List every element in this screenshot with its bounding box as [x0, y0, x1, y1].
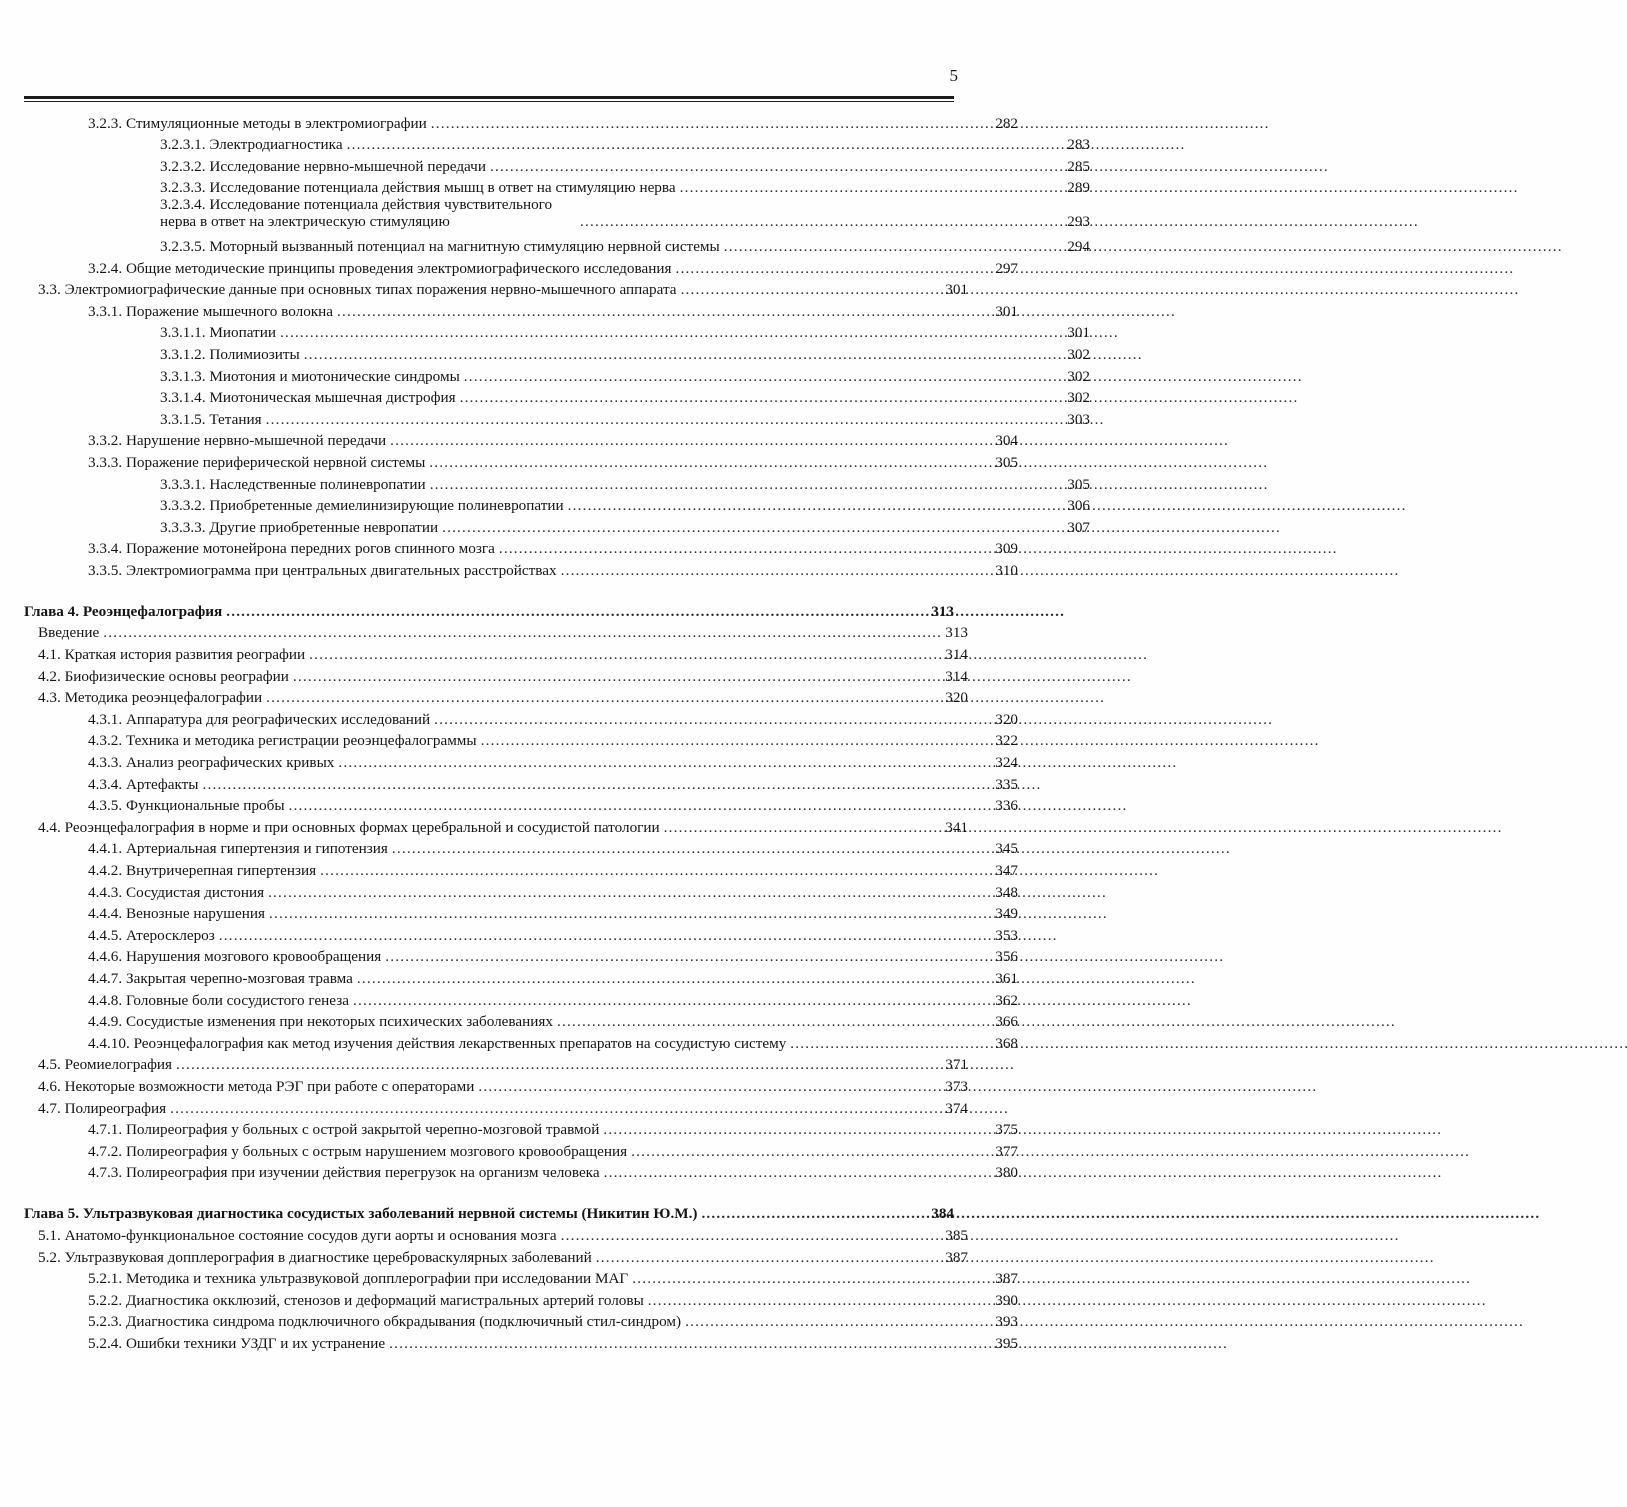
- dot-leader: [557, 1013, 991, 1030]
- toc-entry-title: 4.7. Полиреография: [38, 1099, 167, 1117]
- dot-leader: [675, 260, 991, 277]
- toc-entry-title: 5.2. Ультразвуковая допплерография в диагностике цереброваскулярных заболеваний: [38, 1248, 592, 1266]
- toc-entry-title: Глава 5. Ультразвуковая диагностика сосудистых заболеваний нервной системы (Никитин Ю.М.): [24, 1205, 698, 1223]
- toc-entry-title: 3.2.3.2. Исследование нервно-мышечной передачи: [160, 157, 486, 175]
- toc-entry-title: 4.3.5. Функциональные пробы: [88, 797, 285, 815]
- dot-leader: [664, 819, 942, 836]
- toc-entry-page: 353: [995, 926, 1018, 944]
- header-rule-thin: [24, 101, 954, 102]
- toc-entry-page: 371: [945, 1056, 968, 1074]
- toc-entry-title: 4.1. Краткая история развития реографии: [38, 646, 306, 664]
- toc-entry[interactable]: [24, 706, 1018, 728]
- toc-entry-title: 4.3. Методика реоэнцефалографии: [38, 689, 263, 707]
- dot-leader: [580, 213, 1063, 230]
- toc-entry-title: 3.3.5. Электромиограмма при центральных двигательных расстройствах: [88, 561, 557, 579]
- dot-leader: [357, 970, 991, 987]
- toc-entry-title: 3.3.3.3. Другие приобретенные невропатии: [160, 518, 439, 536]
- dot-leader: [434, 711, 991, 728]
- toc-entry[interactable]: [24, 196, 1090, 233]
- toc-entry-page: 314: [945, 646, 968, 664]
- toc-entry[interactable]: [24, 449, 1018, 471]
- toc-entry[interactable]: [24, 110, 1018, 132]
- dot-leader: [170, 1100, 941, 1117]
- dot-leader: [338, 754, 991, 771]
- toc-entry-page: 349: [995, 905, 1018, 923]
- toc-entry-page: 347: [995, 862, 1018, 879]
- toc-entry-title: 4.4.7. Закрытая черепно-мозговая травма: [88, 969, 353, 987]
- toc-entry[interactable]: [24, 320, 1090, 342]
- toc-entry[interactable]: [24, 536, 1018, 558]
- toc-entry[interactable]: [24, 514, 1090, 536]
- toc-entry-page: 283: [1067, 136, 1090, 154]
- toc-entry-page: 387: [995, 1270, 1018, 1288]
- toc-entry-title: 4.4. Реоэнцефалография в норме и при основных формах церебральной и сосудистой патологии: [38, 818, 660, 836]
- toc-entry-title: 4.4.3. Сосудистая дистония: [88, 883, 265, 901]
- header-rule: [24, 96, 954, 99]
- toc-entry-title: 4.3.4. Артефакты: [88, 775, 199, 793]
- toc-entry-page: 320: [995, 710, 1018, 728]
- dot-leader: [499, 540, 991, 557]
- dot-leader: [392, 840, 991, 857]
- dot-leader: [390, 432, 991, 449]
- toc-entry[interactable]: [24, 233, 1090, 255]
- toc-entry-page: 302: [1067, 367, 1090, 385]
- toc-entry-page: 305: [1067, 475, 1090, 493]
- dot-leader: [293, 668, 941, 685]
- toc-entry-page: 313: [945, 624, 968, 642]
- dot-leader: [681, 281, 942, 298]
- toc-entry-page: 390: [995, 1291, 1018, 1309]
- dot-leader: [304, 346, 1063, 363]
- dot-leader: [790, 1035, 991, 1052]
- toc-entry-page: 313: [931, 602, 954, 620]
- toc-entry-page: 301: [995, 302, 1018, 320]
- toc-chapter[interactable]: [24, 598, 954, 620]
- dot-leader: [603, 1121, 991, 1138]
- toc-entry-title: 4.3.2. Техника и методика регистрации реоэнцефалограммы: [88, 732, 477, 750]
- toc-entry-page: 301: [945, 281, 968, 299]
- dot-leader: [176, 1056, 941, 1073]
- page-number: 5: [949, 66, 958, 85]
- toc-entry[interactable]: [24, 132, 1090, 154]
- toc-entry-page: 380: [995, 1164, 1018, 1182]
- dot-leader: [604, 1164, 992, 1181]
- toc-entry-page: 302: [1067, 389, 1090, 407]
- toc-entry-title: 3.3. Электромиографические данные при основных типах поражения нервно-мышечного аппарата: [38, 281, 677, 299]
- toc-entry-title: 3.2.4. Общие методические принципы проведения электромиографического исследования: [88, 259, 672, 277]
- toc-entry[interactable]: [24, 557, 1018, 579]
- toc-entry-page: 303: [1067, 410, 1090, 428]
- toc-entry-title: 3.2.3.5. Моторный вызванный потенциал на магнитную стимуляцию нервной системы: [160, 237, 720, 255]
- toc-entry[interactable]: [24, 1287, 1018, 1309]
- toc-entry[interactable]: [24, 987, 1018, 1009]
- toc-entry-title: 4.4.10. Реоэнцефалография как метод изучения действия лекарственных препаратов на сосудистую систему: [88, 1034, 787, 1052]
- toc-entry-title: 5.2.1. Методика и техника ультразвуковой допплерографии при исследовании МАГ: [88, 1270, 629, 1288]
- toc-entry-page: 368: [995, 1034, 1018, 1052]
- toc-entry-page: 361: [995, 969, 1018, 987]
- toc-entry[interactable]: [24, 749, 1018, 771]
- toc-entry[interactable]: [24, 685, 968, 707]
- dot-leader: [280, 324, 1063, 341]
- toc-entry-title: 4.3.3. Анализ реографических кривых: [88, 754, 335, 772]
- table-of-contents: [0, 110, 1090, 1371]
- toc-entry-page: 324: [995, 754, 1018, 772]
- toc-entry[interactable]: [24, 1330, 1018, 1352]
- toc-entry-title: 4.2. Биофизические основы реографии: [38, 667, 289, 685]
- toc-section: [0, 598, 1018, 1182]
- toc-entry-page: 304: [995, 432, 1018, 450]
- dot-leader: [385, 948, 991, 965]
- toc-entry-title: 5.2.2. Диагностика окклюзий, стенозов и деформаций магистральных артерий головы: [88, 1291, 644, 1309]
- toc-entry[interactable]: [24, 620, 968, 642]
- toc-entry-title: 3.3.1.4. Миотоническая мышечная дистрофия: [160, 389, 456, 407]
- toc-entry-title: 3.3.3.2. Приобретенные демиелинизирующие полиневропатии: [160, 497, 564, 515]
- toc-entry[interactable]: [24, 771, 1018, 793]
- toc-entry[interactable]: [24, 1160, 1018, 1182]
- toc-entry-page: 314: [945, 667, 968, 685]
- dot-leader: [460, 389, 1064, 406]
- toc-entry[interactable]: [24, 793, 1018, 815]
- toc-entry-title: 4.4.4. Венозные нарушения: [88, 905, 265, 923]
- toc-entry-title: 4.4.2. Внутричерепная гипертензия: [88, 862, 317, 879]
- dot-leader: [561, 562, 992, 579]
- toc-entry[interactable]: [24, 255, 1018, 277]
- toc-entry[interactable]: [24, 1030, 1018, 1052]
- toc-entry[interactable]: [24, 406, 1090, 428]
- toc-entry-title: 4.7.3. Полиреография при изучении действия перегрузок на организм человека: [88, 1164, 600, 1182]
- toc-entry[interactable]: [24, 641, 968, 663]
- dot-leader: [103, 624, 941, 641]
- toc-entry[interactable]: [24, 965, 1018, 987]
- toc-entry[interactable]: [24, 1244, 968, 1266]
- toc-entry-title: 3.3.4. Поражение мотонейрона передних рогов спинного мозга: [88, 540, 495, 558]
- toc-entry-title: 5.2.3. Диагностика синдрома подключичного обкрадывания (подключичный стил-синдром): [88, 1313, 682, 1331]
- toc-entry-page: 356: [995, 948, 1018, 966]
- toc-entry-title: 3.2.3.1. Электродиагностика: [160, 136, 343, 154]
- toc-entry-title: 3.2.3.4. Исследование потенциала действия чувствительного нерва в ответ на электрическую стимуляцию: [160, 196, 553, 231]
- toc-entry[interactable]: [24, 879, 1018, 901]
- toc-entry[interactable]: [24, 1095, 968, 1117]
- dot-leader: [478, 1078, 941, 1095]
- toc-entry[interactable]: [24, 728, 1018, 750]
- toc-entry-page: 301: [1067, 324, 1090, 342]
- toc-entry-page: 385: [945, 1226, 968, 1244]
- toc-entry[interactable]: [24, 1073, 968, 1095]
- toc-entry[interactable]: [24, 1222, 968, 1244]
- dot-leader: [309, 646, 941, 663]
- toc-section: [0, 110, 1090, 579]
- toc-entry[interactable]: [24, 922, 1018, 944]
- dot-leader: [268, 884, 991, 901]
- dot-leader: [266, 689, 941, 706]
- dot-leader: [353, 992, 991, 1009]
- toc-entry[interactable]: [24, 363, 1090, 385]
- toc-entry-title: 4.3.1. Аппаратура для реографических исследований: [88, 710, 431, 728]
- toc-entry-page: 289: [1067, 179, 1090, 197]
- toc-entry[interactable]: [24, 857, 1018, 879]
- toc-section: [0, 1200, 1018, 1352]
- toc-entry-page: 335: [995, 775, 1018, 793]
- toc-chapter[interactable]: [24, 1200, 954, 1222]
- toc-entry-page: 309: [995, 540, 1018, 558]
- dot-leader: [320, 862, 991, 879]
- toc-entry-page: 310: [995, 561, 1018, 579]
- toc-entry[interactable]: [24, 1117, 1018, 1139]
- toc-entry[interactable]: [24, 1052, 968, 1074]
- toc-entry-title: 3.3.1.5. Тетания: [160, 410, 262, 428]
- toc-entry[interactable]: [24, 1266, 1018, 1288]
- toc-entry[interactable]: [24, 153, 1090, 175]
- toc-entry-title: 4.4.6. Нарушения мозгового кровообращения: [88, 948, 382, 966]
- toc-entry-title: 3.2.3.3. Исследование потенциала действия мышц в ответ на стимуляцию нерва: [160, 179, 676, 197]
- toc-entry-page: 362: [995, 991, 1018, 1009]
- toc-entry[interactable]: [24, 428, 1018, 450]
- toc-entry-page: 387: [945, 1248, 968, 1266]
- toc-entry-title: 5.2.4. Ошибки техники УЗДГ и их устранение: [88, 1334, 386, 1352]
- toc-entry-page: 374: [945, 1099, 968, 1117]
- toc-entry-page: 305: [995, 453, 1018, 471]
- toc-entry-page: 293: [1067, 213, 1090, 231]
- dot-leader: [561, 1227, 942, 1244]
- toc-entry-page: 322: [995, 732, 1018, 750]
- toc-entry[interactable]: [24, 836, 1018, 858]
- toc-entry-title: 3.2.3. Стимуляционные методы в электромиографии: [88, 114, 427, 132]
- dot-leader: [481, 732, 992, 749]
- toc-entry-page: 285: [1067, 157, 1090, 175]
- toc-entry-title: 4.4.1. Артериальная гипертензия и гипотензия: [88, 840, 388, 858]
- toc-entry-title: Введение: [38, 624, 100, 642]
- toc-entry[interactable]: [24, 298, 1018, 320]
- toc-entry-title: 4.4.9. Сосудистые изменения при некоторых психических заболеваниях: [88, 1013, 553, 1031]
- dot-leader: [226, 603, 927, 620]
- toc-entry[interactable]: [24, 175, 1090, 197]
- toc-entry-title: 3.3.1. Поражение мышечного волокна: [88, 302, 334, 320]
- dot-leader: [680, 179, 1064, 196]
- toc-entry-title: 3.3.1.2. Полимиозиты: [160, 345, 300, 363]
- toc-entry-page: 282: [995, 114, 1018, 132]
- toc-entry-page: 373: [945, 1077, 968, 1095]
- toc-entry[interactable]: [24, 944, 1018, 966]
- toc-entry-page: 341: [945, 818, 968, 836]
- dot-leader: [266, 411, 1064, 428]
- dot-leader: [347, 136, 1064, 153]
- toc-entry-title: 4.7.1. Полиреография у больных с острой закрытой черепно-мозговой травмой: [88, 1121, 600, 1139]
- toc-entry[interactable]: [24, 493, 1090, 515]
- dot-leader: [490, 158, 1063, 175]
- dot-leader: [269, 905, 991, 922]
- dot-leader: [568, 497, 1064, 514]
- dot-leader: [431, 115, 992, 132]
- toc-entry-title: 3.3.1.1. Миопатии: [160, 324, 276, 342]
- dot-leader: [596, 1249, 941, 1266]
- toc-entry-page: 393: [995, 1313, 1018, 1331]
- dot-leader: [203, 776, 992, 793]
- dot-leader: [337, 303, 991, 320]
- dot-leader: [464, 368, 1063, 385]
- dot-leader: [429, 454, 991, 471]
- toc-entry-title: 3.3.2. Нарушение нервно-мышечной передачи: [88, 432, 387, 450]
- dot-leader: [632, 1270, 991, 1287]
- toc-entry[interactable]: [24, 1309, 1018, 1331]
- toc-entry-title: Глава 4. Реоэнцефалография: [24, 602, 223, 620]
- toc-entry-page: 294: [1067, 237, 1090, 255]
- toc-entry[interactable]: [24, 341, 1090, 363]
- toc-entry-title: 5.1. Анатомо-функциональное состояние сосудов дуги аорты и основания мозга: [38, 1226, 557, 1244]
- toc-entry-page: 306: [1067, 497, 1090, 515]
- dot-leader: [701, 1205, 927, 1222]
- toc-entry-title: 4.4.5. Атеросклероз: [88, 926, 215, 944]
- toc-entry-title: 4.7.2. Полиреография у больных с острым нарушением мозгового кровообращения: [88, 1142, 628, 1160]
- dot-leader: [648, 1292, 991, 1309]
- toc-entry-page: 348: [995, 883, 1018, 901]
- toc-entry[interactable]: [24, 471, 1090, 493]
- toc-entry-page: 384: [931, 1205, 954, 1223]
- toc-entry-page: 395: [995, 1334, 1018, 1352]
- toc-entry[interactable]: [24, 277, 968, 299]
- toc-entry[interactable]: [24, 901, 1018, 923]
- toc-entry-page: 302: [1067, 345, 1090, 363]
- toc-entry[interactable]: [24, 1138, 1018, 1160]
- toc-entry[interactable]: [24, 663, 968, 685]
- toc-entry-page: 375: [995, 1121, 1018, 1139]
- toc-entry-page: 377: [995, 1142, 1018, 1160]
- toc-entry[interactable]: [24, 1009, 1018, 1031]
- toc-entry-title: 4.5. Реомиелография: [38, 1056, 173, 1074]
- toc-entry-title: 3.3.3. Поражение периферической нервной системы: [88, 453, 426, 471]
- toc-entry-title: 3.3.3.1. Наследственные полиневропатии: [160, 475, 426, 493]
- dot-leader: [685, 1313, 991, 1330]
- toc-entry[interactable]: [24, 385, 1090, 407]
- dot-leader: [631, 1143, 991, 1160]
- dot-leader: [442, 519, 1063, 536]
- toc-entry-page: 307: [1067, 518, 1090, 536]
- dot-leader: [389, 1335, 991, 1352]
- toc-entry-page: 320: [945, 689, 968, 707]
- toc-entry-page: 336: [995, 797, 1018, 815]
- toc-entry-page: 345: [995, 840, 1018, 858]
- toc-entry[interactable]: [24, 814, 968, 836]
- dot-leader: [289, 797, 992, 814]
- toc-entry-title: 4.6. Некоторые возможности метода РЭГ при работе с операторами: [38, 1077, 475, 1095]
- toc-entry-title: 4.4.8. Головные боли сосудистого генеза: [88, 991, 349, 1009]
- toc-entry-page: 297: [995, 259, 1018, 277]
- dot-leader: [219, 927, 991, 944]
- dot-leader: [430, 476, 1064, 493]
- toc-entry-title: 3.3.1.3. Миотония и миотонические синдромы: [160, 367, 460, 385]
- toc-entry-page: 366: [995, 1013, 1018, 1031]
- dot-leader: [724, 238, 1063, 255]
